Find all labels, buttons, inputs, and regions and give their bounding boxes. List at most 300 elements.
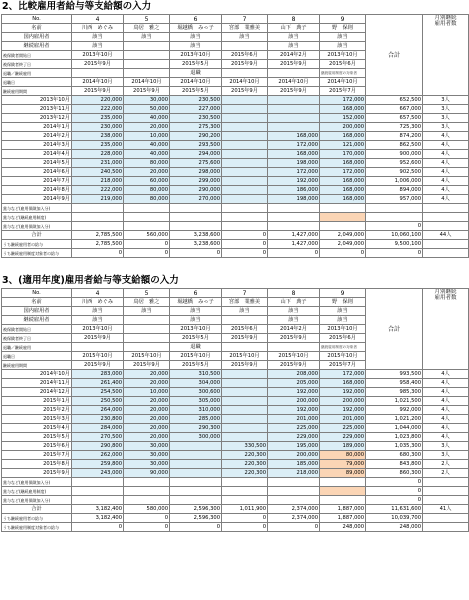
bonus-value[interactable] <box>170 487 222 496</box>
field-value[interactable]: 2015年5月 <box>170 361 222 370</box>
bonus-value[interactable] <box>72 222 124 231</box>
salary-value[interactable] <box>222 168 268 177</box>
bonus-value[interactable] <box>222 222 268 231</box>
salary-value[interactable]: 20,000 <box>124 370 170 379</box>
field-value[interactable]: 堀越橋 みっ子 <box>170 24 222 33</box>
field-value[interactable]: 川西 めぐみ <box>72 298 124 307</box>
salary-value[interactable] <box>222 141 268 150</box>
month-label: 2014年7月 <box>2 177 72 186</box>
salary-value[interactable]: 40,000 <box>124 150 170 159</box>
salary-value[interactable]: 293,500 <box>170 141 222 150</box>
salary-value[interactable]: 79,000 <box>320 460 366 469</box>
salary-value[interactable]: 290,200 <box>170 132 222 141</box>
field-value[interactable]: 2015年7月 <box>320 87 366 96</box>
monthly-count-header: 月別継続 雇用者数 <box>423 289 469 370</box>
field-value[interactable]: 該当 <box>268 42 320 51</box>
salary-value[interactable]: 305,000 <box>170 397 222 406</box>
salary-value[interactable]: 201,000 <box>268 415 320 424</box>
salary-value[interactable]: 283,000 <box>72 370 124 379</box>
salary-value[interactable]: 20,000 <box>124 415 170 424</box>
field-value[interactable]: 2014年10月 <box>268 78 320 87</box>
field-value[interactable] <box>124 334 170 343</box>
month-total: 902,500 <box>366 168 423 177</box>
field-value[interactable]: 2015年9月 <box>124 87 170 96</box>
bonus-value[interactable] <box>124 204 170 213</box>
bonus-value[interactable] <box>124 496 170 505</box>
salary-value[interactable]: 230,000 <box>72 123 124 132</box>
salary-value[interactable]: 240,500 <box>72 168 124 177</box>
field-value[interactable]: 2015年9月 <box>72 87 124 96</box>
field-value[interactable]: 2013年10月 <box>170 325 222 334</box>
field-value[interactable]: 鳥居 雅之 <box>124 24 170 33</box>
field-value[interactable]: 2015年6月 <box>222 325 268 334</box>
field-value[interactable]: 該当 <box>124 33 170 42</box>
salary-value[interactable]: 261,400 <box>72 379 124 388</box>
salary-value[interactable]: 219,000 <box>72 195 124 204</box>
field-value[interactable]: 山下 典子 <box>268 298 320 307</box>
salary-value[interactable]: 10,000 <box>124 132 170 141</box>
salary-value[interactable] <box>222 177 268 186</box>
field-label: 被保険者開始日 <box>2 51 72 60</box>
field-value[interactable]: 野 保則 <box>320 298 366 307</box>
salary-value[interactable]: 198,000 <box>268 195 320 204</box>
salary-value[interactable]: 262,000 <box>72 451 124 460</box>
salary-value[interactable]: 198,000 <box>268 159 320 168</box>
bonus-value[interactable] <box>170 496 222 505</box>
salary-value[interactable]: 200,000 <box>268 451 320 460</box>
field-value[interactable]: 2015年10月 <box>320 352 366 361</box>
salary-value[interactable]: 294,000 <box>170 150 222 159</box>
salary-value[interactable]: 220,300 <box>222 451 268 460</box>
month-count: 4人 <box>423 177 469 186</box>
salary-value[interactable]: 225,000 <box>320 424 366 433</box>
bonus-value[interactable] <box>222 487 268 496</box>
salary-value[interactable]: 89,000 <box>320 469 366 478</box>
bonus-value[interactable] <box>170 213 222 222</box>
field-value[interactable]: 2015年10月 <box>170 352 222 361</box>
field-value[interactable]: 2015年9月 <box>124 361 170 370</box>
salary-value[interactable] <box>170 451 222 460</box>
field-value[interactable]: 2015年9月 <box>268 60 320 69</box>
salary-value[interactable]: 275,300 <box>170 123 222 132</box>
salary-value[interactable]: 310,500 <box>170 370 222 379</box>
salary-value[interactable] <box>222 424 268 433</box>
bonus-value[interactable] <box>222 478 268 487</box>
salary-value[interactable]: 200,000 <box>320 123 366 132</box>
salary-value[interactable]: 90,000 <box>124 469 170 478</box>
salary-value[interactable]: 310,000 <box>170 406 222 415</box>
field-value[interactable]: 該当 <box>72 307 124 316</box>
salary-value[interactable]: 20,000 <box>124 433 170 442</box>
salary-value[interactable] <box>170 469 222 478</box>
bonus-value[interactable] <box>72 496 124 505</box>
field-value[interactable]: 2015年9月 <box>222 87 268 96</box>
field-value[interactable]: 宮部 業雅美 <box>222 298 268 307</box>
field-value[interactable]: 鳥居 雅之 <box>124 298 170 307</box>
field-value[interactable]: 2014年10月 <box>222 78 268 87</box>
field-label: 継続雇用者 <box>2 42 72 51</box>
salary-value[interactable]: 225,000 <box>268 424 320 433</box>
month-count: 4人 <box>423 195 469 204</box>
field-value[interactable] <box>124 69 170 78</box>
salary-value[interactable]: 200,000 <box>268 397 320 406</box>
salary-value[interactable]: 172,000 <box>320 168 366 177</box>
field-value[interactable] <box>268 69 320 78</box>
bonus-value[interactable] <box>268 496 320 505</box>
field-value[interactable]: 2015年9月 <box>268 361 320 370</box>
field-value[interactable] <box>222 69 268 78</box>
field-value[interactable]: 2014年10月 <box>170 78 222 87</box>
continuing-row-value: 0 <box>222 514 268 523</box>
salary-value[interactable]: 30,000 <box>124 442 170 451</box>
salary-value[interactable]: 227,000 <box>170 105 222 114</box>
salary-value[interactable] <box>268 96 320 105</box>
salary-value[interactable] <box>222 433 268 442</box>
field-value[interactable]: 該当 <box>320 307 366 316</box>
bonus-value[interactable] <box>72 487 124 496</box>
salary-value[interactable]: 229,000 <box>268 433 320 442</box>
field-value[interactable]: 2015年9月 <box>268 87 320 96</box>
salary-value[interactable]: 80,000 <box>124 159 170 168</box>
salary-value[interactable]: 222,000 <box>72 105 124 114</box>
field-value[interactable]: 2015年10月 <box>268 352 320 361</box>
salary-value[interactable]: 230,500 <box>170 96 222 105</box>
bonus-value[interactable] <box>268 487 320 496</box>
salary-value[interactable]: 220,000 <box>72 96 124 105</box>
field-value[interactable] <box>124 42 170 51</box>
salary-value[interactable]: 172,000 <box>268 168 320 177</box>
field-value[interactable]: 該当 <box>222 33 268 42</box>
salary-value[interactable]: 20,000 <box>124 123 170 132</box>
field-value[interactable] <box>222 316 268 325</box>
field-value[interactable]: 該当 <box>170 33 222 42</box>
employee-number: 8 <box>268 15 320 24</box>
field-value[interactable]: 該当 <box>222 307 268 316</box>
salary-value[interactable] <box>222 186 268 195</box>
salary-value[interactable]: 235,000 <box>72 114 124 123</box>
field-value[interactable] <box>124 60 170 69</box>
field-label: 継続雇用期間 <box>2 87 72 96</box>
salary-value[interactable] <box>268 114 320 123</box>
field-value[interactable]: 2015年10月 <box>124 352 170 361</box>
salary-value[interactable] <box>268 123 320 132</box>
salary-value[interactable]: 285,000 <box>170 415 222 424</box>
bonus-value[interactable] <box>320 487 366 496</box>
month-total: 992,000 <box>366 406 423 415</box>
salary-value[interactable]: 189,000 <box>320 442 366 451</box>
field-value[interactable]: 2013年10月 <box>320 51 366 60</box>
salary-value[interactable]: 30,000 <box>124 451 170 460</box>
salary-value[interactable]: 270,500 <box>72 433 124 442</box>
field-value[interactable]: 該当 <box>170 316 222 325</box>
salary-value[interactable]: 172,000 <box>320 370 366 379</box>
field-value[interactable] <box>124 51 170 60</box>
salary-value[interactable]: 185,000 <box>268 460 320 469</box>
salary-value[interactable]: 168,000 <box>320 177 366 186</box>
field-value[interactable]: 2015年7月 <box>320 361 366 370</box>
field-value[interactable]: 野 保則 <box>320 24 366 33</box>
field-value[interactable]: 2015年9月 <box>222 334 268 343</box>
salary-value[interactable]: 284,000 <box>72 424 124 433</box>
salary-value[interactable]: 168,000 <box>320 105 366 114</box>
bonus-value[interactable] <box>222 213 268 222</box>
field-value[interactable]: 2015年5月 <box>170 60 222 69</box>
field-value[interactable] <box>124 316 170 325</box>
salary-value[interactable]: 20,000 <box>124 397 170 406</box>
field-value[interactable]: 該当 <box>170 42 222 51</box>
salary-value[interactable] <box>222 159 268 168</box>
bonus-value[interactable] <box>72 204 124 213</box>
salary-value[interactable]: 20,000 <box>124 168 170 177</box>
salary-value[interactable]: 254,500 <box>72 388 124 397</box>
salary-value[interactable]: 168,000 <box>320 186 366 195</box>
salary-value[interactable]: 208,000 <box>268 370 320 379</box>
salary-value[interactable] <box>222 388 268 397</box>
field-value[interactable] <box>222 343 268 352</box>
month-label: 2014年9月 <box>2 195 72 204</box>
salary-value[interactable]: 20,000 <box>124 406 170 415</box>
field-value[interactable]: 該当 <box>320 33 366 42</box>
salary-value[interactable]: 40,000 <box>124 114 170 123</box>
total-header: 合計 <box>366 289 423 370</box>
field-value[interactable]: 該当 <box>170 307 222 316</box>
salary-value[interactable]: 80,000 <box>124 186 170 195</box>
salary-value[interactable]: 275,600 <box>170 159 222 168</box>
salary-value[interactable]: 168,000 <box>320 132 366 141</box>
bonus-value[interactable] <box>72 478 124 487</box>
bonus-value[interactable] <box>268 222 320 231</box>
field-value[interactable]: 2015年10月 <box>222 352 268 361</box>
bonus-value[interactable] <box>268 213 320 222</box>
salary-value[interactable]: 229,000 <box>320 433 366 442</box>
field-value[interactable]: 該当 <box>124 307 170 316</box>
field-value[interactable] <box>222 42 268 51</box>
field-label: 被保険者開始日 <box>2 325 72 334</box>
bonus-value[interactable] <box>320 213 366 222</box>
salary-value[interactable]: 222,000 <box>72 186 124 195</box>
month-total: 1,021,200 <box>366 415 423 424</box>
bonus-value[interactable] <box>170 222 222 231</box>
total-row-label: 合計 <box>2 231 72 240</box>
field-value[interactable]: 2015年9月 <box>268 334 320 343</box>
field-value[interactable]: 退職 <box>170 343 222 352</box>
field-value[interactable]: 該当 <box>72 33 124 42</box>
bonus-value[interactable] <box>170 204 222 213</box>
salary-value[interactable] <box>222 114 268 123</box>
salary-value[interactable]: 186,000 <box>268 186 320 195</box>
field-value[interactable]: 該当 <box>72 42 124 51</box>
salary-value[interactable]: 30,000 <box>124 96 170 105</box>
salary-value[interactable]: 168,000 <box>320 195 366 204</box>
bonus-value[interactable] <box>320 478 366 487</box>
bonus-value[interactable] <box>320 496 366 505</box>
salary-value[interactable] <box>222 195 268 204</box>
salary-value[interactable]: 80,000 <box>320 451 366 460</box>
field-value[interactable]: 2015年10月 <box>72 352 124 361</box>
salary-value[interactable]: 20,000 <box>124 379 170 388</box>
bonus-value[interactable] <box>124 487 170 496</box>
salary-value[interactable]: 168,000 <box>268 132 320 141</box>
field-value[interactable]: 該当 <box>268 33 320 42</box>
salary-value[interactable]: 231,000 <box>72 159 124 168</box>
bonus-value[interactable] <box>222 496 268 505</box>
salary-value[interactable]: 290,800 <box>72 442 124 451</box>
salary-value[interactable]: 30,000 <box>124 460 170 469</box>
bonus-value[interactable] <box>222 204 268 213</box>
salary-value[interactable]: 192,000 <box>268 177 320 186</box>
salary-value[interactable]: 168,000 <box>320 159 366 168</box>
field-value[interactable]: 2015年9月 <box>222 60 268 69</box>
bonus-value[interactable] <box>124 222 170 231</box>
field-value[interactable]: 堀越橋 みっ子 <box>170 298 222 307</box>
salary-value[interactable] <box>222 96 268 105</box>
field-value[interactable]: 2014年10月 <box>72 78 124 87</box>
field-value[interactable]: 2015年6月 <box>320 334 366 343</box>
salary-value[interactable] <box>222 150 268 159</box>
salary-value[interactable]: 170,000 <box>320 150 366 159</box>
field-value[interactable]: 該当 <box>320 42 366 51</box>
field-value[interactable]: 2014年2月 <box>268 325 320 334</box>
salary-value[interactable] <box>222 379 268 388</box>
salary-value[interactable] <box>222 415 268 424</box>
salary-value[interactable]: 121,000 <box>320 141 366 150</box>
salary-value[interactable]: 300,600 <box>170 388 222 397</box>
salary-value[interactable]: 172,000 <box>320 96 366 105</box>
salary-value[interactable]: 270,000 <box>170 195 222 204</box>
field-value[interactable]: 2013年10月 <box>72 325 124 334</box>
salary-value[interactable]: 290,300 <box>170 424 222 433</box>
salary-value[interactable]: 50,000 <box>124 105 170 114</box>
salary-value[interactable] <box>268 105 320 114</box>
salary-value[interactable]: 205,000 <box>268 379 320 388</box>
salary-value[interactable] <box>222 105 268 114</box>
salary-value[interactable]: 200,000 <box>320 397 366 406</box>
field-value[interactable]: 2015年5月 <box>170 87 222 96</box>
salary-value[interactable]: 80,000 <box>124 195 170 204</box>
field-value[interactable]: 2013年10月 <box>170 51 222 60</box>
field-value[interactable]: 該当 <box>320 316 366 325</box>
field-value[interactable]: 継続雇用制度の対象者 <box>320 343 366 352</box>
field-value[interactable]: 2014年10月 <box>124 78 170 87</box>
field-value[interactable] <box>124 343 170 352</box>
salary-value[interactable]: 40,000 <box>124 141 170 150</box>
salary-value[interactable]: 290,000 <box>170 186 222 195</box>
salary-value[interactable]: 10,000 <box>124 388 170 397</box>
bonus-value[interactable] <box>320 222 366 231</box>
bonus-value[interactable] <box>268 204 320 213</box>
field-value[interactable]: 継続雇用制度の対象者 <box>320 69 366 78</box>
salary-value[interactable]: 220,300 <box>222 469 268 478</box>
salary-value[interactable]: 192,000 <box>268 388 320 397</box>
salary-value[interactable]: 228,000 <box>72 150 124 159</box>
salary-value[interactable] <box>222 132 268 141</box>
field-value[interactable]: 宮部 業雅美 <box>222 24 268 33</box>
field-value[interactable] <box>124 325 170 334</box>
field-value[interactable]: 2015年6月 <box>222 51 268 60</box>
bonus-value[interactable] <box>124 478 170 487</box>
salary-value[interactable]: 230,500 <box>170 114 222 123</box>
field-value[interactable] <box>72 69 124 78</box>
salary-value[interactable]: 250,500 <box>72 397 124 406</box>
bonus-value[interactable] <box>72 213 124 222</box>
salary-value[interactable]: 220,300 <box>222 460 268 469</box>
field-value[interactable]: 2013年10月 <box>320 325 366 334</box>
bonus-value[interactable] <box>124 213 170 222</box>
field-value[interactable]: 該当 <box>268 307 320 316</box>
salary-value[interactable]: 218,000 <box>72 177 124 186</box>
bonus-total: 0 <box>366 487 423 496</box>
salary-value[interactable]: 168,000 <box>320 379 366 388</box>
bonus-value[interactable] <box>268 478 320 487</box>
field-value[interactable]: 2015年5月 <box>170 334 222 343</box>
employee-number: 7 <box>222 289 268 298</box>
salary-value[interactable]: 235,000 <box>72 141 124 150</box>
salary-value[interactable] <box>170 442 222 451</box>
salary-value[interactable]: 298,000 <box>170 168 222 177</box>
salary-value[interactable]: 238,000 <box>72 132 124 141</box>
field-label: 被保険者終了日 <box>2 334 72 343</box>
salary-value[interactable]: 218,000 <box>268 469 320 478</box>
field-value[interactable]: 該当 <box>72 316 124 325</box>
bonus-value[interactable] <box>320 204 366 213</box>
field-value[interactable]: 2013年10月 <box>72 51 124 60</box>
field-value[interactable]: 2015年9月 <box>72 361 124 370</box>
salary-value[interactable]: 20,000 <box>124 424 170 433</box>
field-value[interactable]: 退職 <box>170 69 222 78</box>
salary-value[interactable]: 60,000 <box>124 177 170 186</box>
field-value[interactable]: 2015年6月 <box>320 60 366 69</box>
salary-value[interactable]: 304,000 <box>170 379 222 388</box>
salary-value[interactable] <box>222 406 268 415</box>
salary-value[interactable]: 192,000 <box>320 406 366 415</box>
field-value[interactable]: 2015年9月 <box>72 334 124 343</box>
field-value[interactable]: 山下 典子 <box>268 24 320 33</box>
field-value[interactable]: 2015年9月 <box>72 60 124 69</box>
field-value[interactable] <box>268 343 320 352</box>
salary-value[interactable] <box>170 460 222 469</box>
field-value[interactable]: 該当 <box>268 316 320 325</box>
bonus-label: 賞与など(雇用保険加入分) <box>2 478 72 487</box>
field-value[interactable]: 2014年10月 <box>320 78 366 87</box>
salary-value[interactable]: 168,000 <box>268 150 320 159</box>
field-value[interactable]: 2014年2月 <box>268 51 320 60</box>
field-value[interactable]: 川西 めぐみ <box>72 24 124 33</box>
salary-value[interactable] <box>222 123 268 132</box>
salary-value[interactable]: 259,800 <box>72 460 124 469</box>
salary-value[interactable]: 152,000 <box>320 114 366 123</box>
salary-value[interactable]: 192,000 <box>268 406 320 415</box>
salary-value[interactable] <box>222 397 268 406</box>
salary-value[interactable]: 330,500 <box>222 442 268 451</box>
salary-value[interactable]: 299,000 <box>170 177 222 186</box>
continuing-row-label: うち継続雇用者の給与 <box>2 514 72 523</box>
salary-value[interactable]: 192,000 <box>320 388 366 397</box>
salary-value[interactable]: 230,800 <box>72 415 124 424</box>
field-value[interactable] <box>72 343 124 352</box>
field-value[interactable]: 2015年9月 <box>222 361 268 370</box>
retire-row-value: 0 <box>222 249 268 258</box>
employee-number: 4 <box>72 15 124 24</box>
salary-value[interactable]: 201,000 <box>320 415 366 424</box>
salary-value[interactable]: 195,000 <box>268 442 320 451</box>
salary-value[interactable] <box>222 370 268 379</box>
salary-value[interactable]: 243,000 <box>72 469 124 478</box>
salary-value[interactable]: 264,000 <box>72 406 124 415</box>
salary-value[interactable]: 172,000 <box>268 141 320 150</box>
salary-value[interactable]: 300,000 <box>170 433 222 442</box>
month-label: 2015年2月 <box>2 406 72 415</box>
bonus-value[interactable] <box>170 478 222 487</box>
